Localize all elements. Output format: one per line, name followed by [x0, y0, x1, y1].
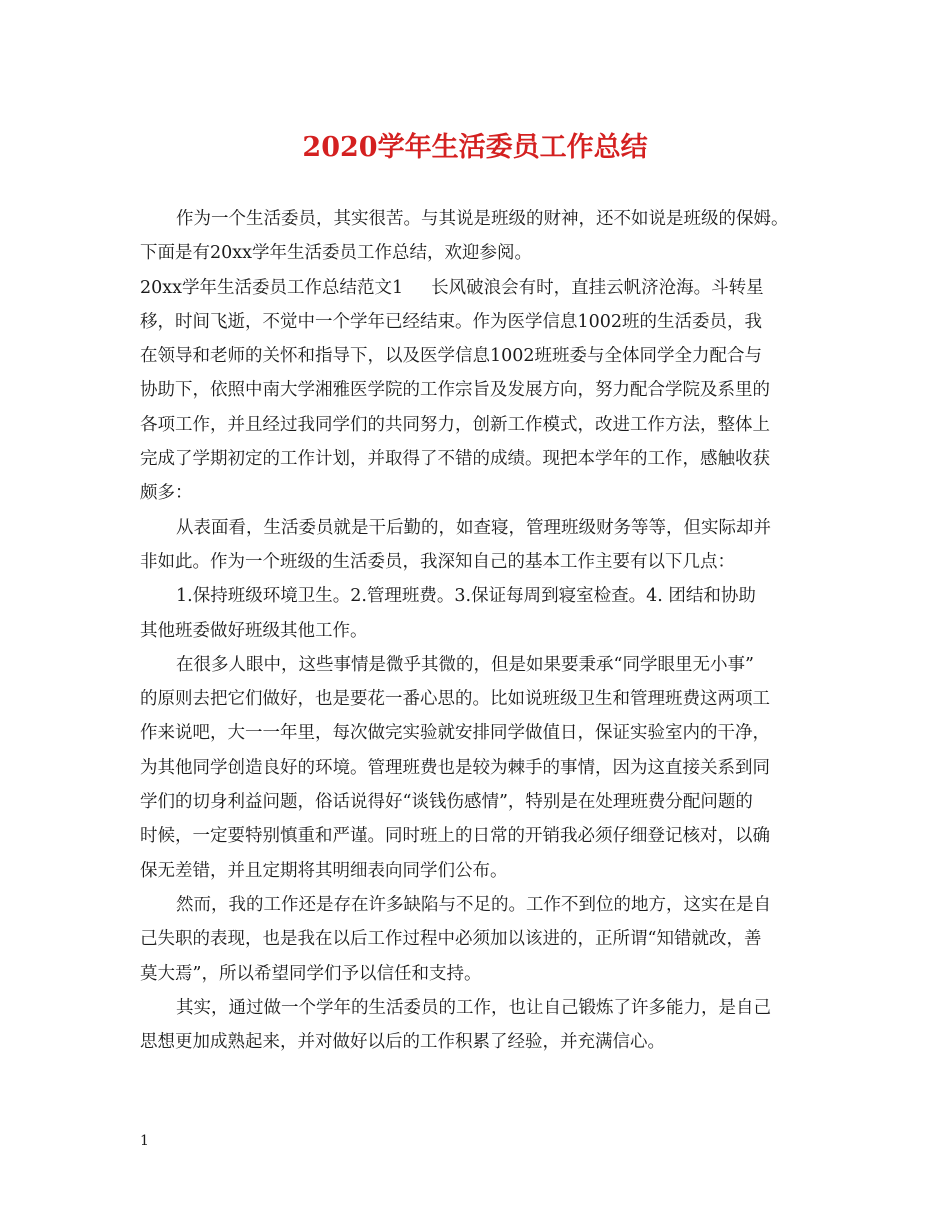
paragraph-text: 长风破浪会有时，直挂云帆济沧海。斗转星: [431, 277, 764, 298]
paragraph-line: 移，时间飞逝，不觉中一个学年已经结束。作为医学信息1002班的生活委员，我: [140, 311, 763, 332]
document-body: [140, 202, 820, 1059]
paragraph-line: 其他班委做好班级其他工作。: [140, 620, 368, 641]
paragraph-line: 从表面看，生活委员就是干后勤的，如查寝，管理班级财务等等，但实际却并: [176, 517, 771, 538]
paragraph-line: 在很多人眼中，这些事情是微乎其微的，但是如果要秉承“同学眼里无小事”: [176, 654, 754, 675]
paragraph-line: 颇多：: [140, 483, 193, 504]
paragraph-line: 完成了学期初定的工作计划，并取得了不错的成绩。现把本学年的工作，感触收获: [140, 449, 770, 470]
paragraph-line: 下面是有20xx学年生活委员工作总结，欢迎参阅。: [140, 243, 533, 264]
paragraph-line: 保无差错，并且定期将其明细表向同学们公布。: [140, 860, 508, 881]
paragraph-line: 时候，一定要特别慎重和严谨。同时班上的日常的开销我必须仔细登记核对，以确: [140, 826, 770, 847]
paragraph-line: 协助下，依照中南大学湘雅医学院的工作宗旨及发展方向，努力配合学院及系里的: [140, 380, 770, 401]
paragraph-line: 的原则去把它们做好，也是要花一番心思的。比如说班级卫生和管理班费这两项工: [140, 689, 770, 710]
paragraph-line: 学们的切身利益问题，俗话说得好“谈钱伤感情”，特别是在处理班费分配问题的: [140, 792, 753, 813]
paragraph-line: 其实，通过做一个学年的生活委员的工作，也让自己锻炼了许多能力，是自己: [176, 997, 771, 1018]
paragraph-line: 在领导和老师的关怀和指导下，以及医学信息1002班班委与全体同学全力配合与: [140, 346, 763, 367]
paragraph-line: 然而，我的工作还是存在许多缺陷与不足的。工作不到位的地方，这实在是自: [176, 894, 771, 915]
document-title: 2020学年生活委员工作总结: [302, 132, 648, 163]
paragraph-line: 思想更加成熟起来，并对做好以后的工作积累了经验，并充满信心。: [140, 1032, 665, 1053]
paragraph-line: [140, 271, 820, 305]
paragraph-line: 各项工作，并且经过我同学们的共同努力，创新工作模式，改进工作方法，整体上: [140, 414, 770, 435]
paragraph-line: 莫大焉”，所以希望同学们予以信任和支持。: [140, 963, 482, 984]
section-heading: 20xx学年生活委员工作总结范文1: [140, 277, 404, 298]
page-number: 1: [140, 1133, 149, 1149]
paragraph-line: 非如此。作为一个班级的生活委员，我深知自己的基本工作主要有以下几点：: [140, 551, 735, 572]
paragraph-line: 为其他同学创造良好的环境。管理班费也是较为棘手的事情，因为这直接关系到同: [140, 757, 770, 778]
paragraph-line: 作来说吧，大一一年里，每次做完实验就安排同学做值日，保证实验室内的干净，: [140, 723, 770, 744]
paragraph-line: 1.保持班级环境卫生。2.管理班费。3.保证每周到寝室检查。4. 团结和协助: [176, 586, 756, 607]
paragraph-line: 己失职的表现，也是我在以后工作过程中必须加以该进的，正所谓“知错就改，善: [140, 929, 762, 950]
paragraph-line: 作为一个生活委员，其实很苦。与其说是班级的财神，还不如说是班级的保姆。: [176, 209, 789, 229]
